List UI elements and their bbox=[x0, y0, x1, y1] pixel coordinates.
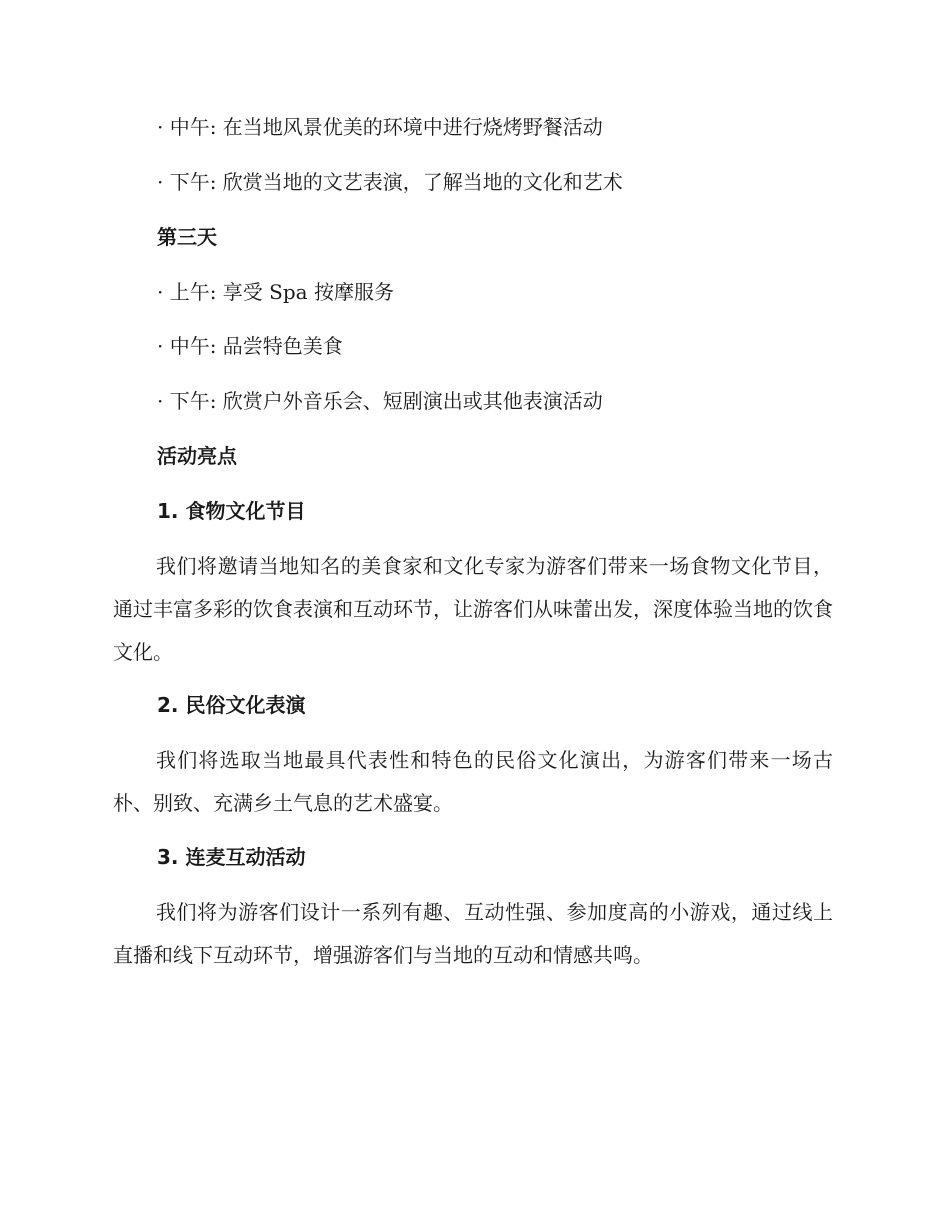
highlight-title-folk: 2. 民俗文化表演 bbox=[157, 693, 306, 717]
day3-heading: 第三天 bbox=[157, 225, 217, 249]
schedule-item-noon-day3: · 中午: 品尝特色美食 bbox=[157, 334, 343, 358]
highlight-body-folk: 我们将选取当地最具代表性和特色的民俗文化演出，为游客们带来一场古朴、别致、充满乡土气息的艺术盛宴。 bbox=[113, 748, 833, 815]
schedule-item-noon-day2: · 中午: 在当地风景优美的环境中进行烧烤野餐活动 bbox=[157, 115, 603, 139]
highlight-title-interactive: 3. 连麦互动活动 bbox=[157, 845, 306, 869]
schedule-item-afternoon-day3: · 下午: 欣赏户外音乐会、短剧演出或其他表演活动 bbox=[157, 389, 603, 413]
highlight-body-food: 我们将邀请当地知名的美食家和文化专家为游客们带来一场食物文化节目，通过丰富多彩的饮食表演和互动环节，让游客们从味蕾出发，深度体验当地的饮食文化。 bbox=[113, 554, 833, 664]
highlights-heading: 活动亮点 bbox=[157, 444, 237, 468]
highlight-title-food: 1. 食物文化节目 bbox=[157, 499, 306, 523]
schedule-item-afternoon-day2: · 下午: 欣赏当地的文艺表演，了解当地的文化和艺术 bbox=[157, 170, 623, 194]
highlight-body-interactive: 我们将为游客们设计一系列有趣、互动性强、参加度高的小游戏，通过线上直播和线下互动环节，增强游客们与当地的互动和情感共鸣。 bbox=[113, 900, 833, 967]
schedule-item-morning-day3: · 上午: 享受 Spa 按摩服务 bbox=[157, 280, 394, 304]
